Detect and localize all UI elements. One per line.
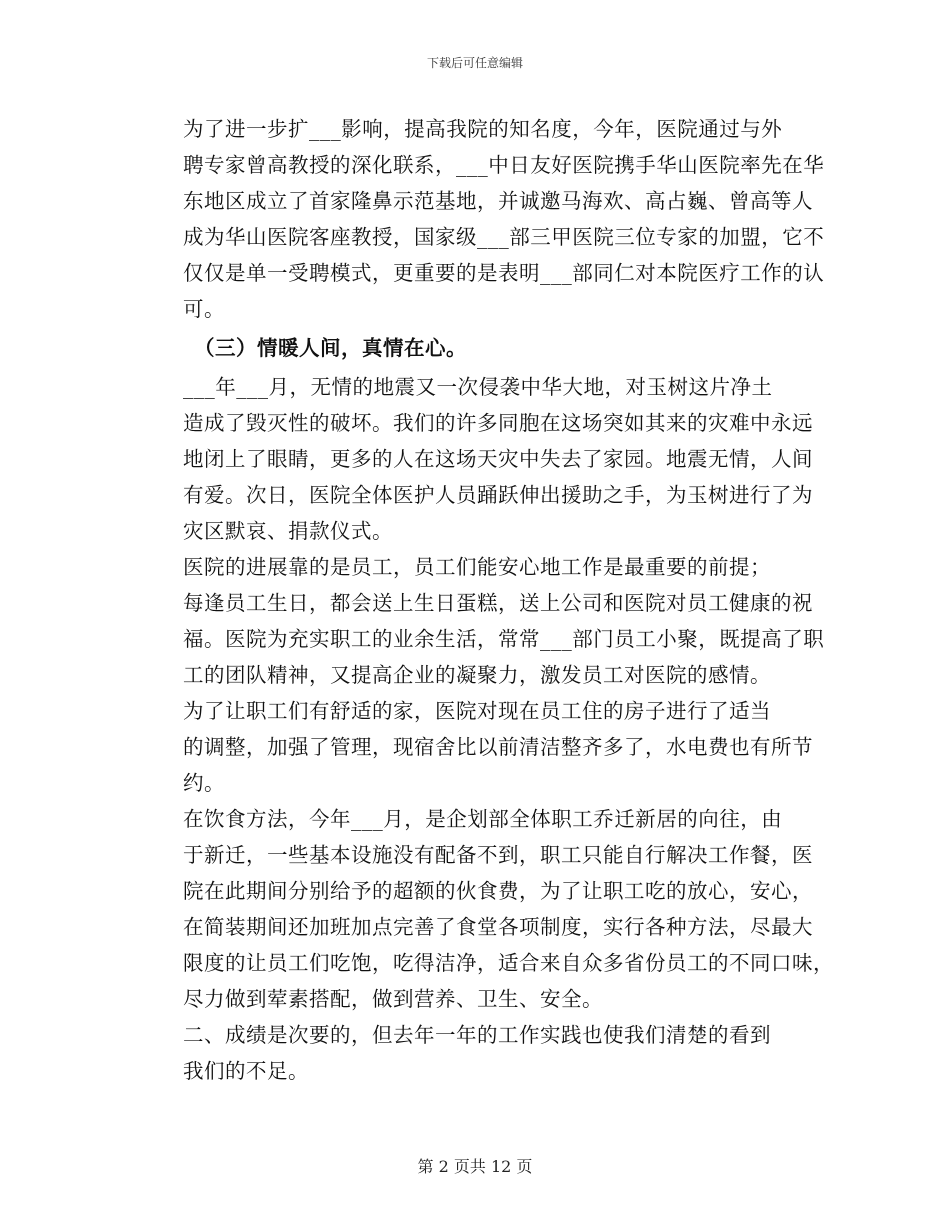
paragraph-line: 二、成绩是次要的，但去年一年的工作实践也使我们清楚的看到 <box>183 1023 771 1047</box>
paragraph-line: 在饮食方法，今年___月，是企划部全体职工乔迁新居的向往，由 <box>183 807 783 831</box>
paragraph-line: 的调整，加强了管理，现宿舍比以前清洁整齐多了，水电费也有所节 <box>183 735 813 759</box>
document-body <box>142 111 834 1089</box>
body-paragraph <box>142 549 825 693</box>
body-paragraph <box>142 801 834 1017</box>
paragraph-line: 仅仅是单一受聘模式，更重要的是表明___部同仁对本院医疗工作的认 <box>183 261 825 285</box>
paragraph-line: 有爱。次日，医院全体医护人员踊跃伸出援助之手，为玉树进行了为 <box>183 483 813 507</box>
paragraph-line: 成为华山医院客座教授，国家级___部三甲医院三位专家的加盟，它不 <box>183 225 825 249</box>
body-paragraph <box>142 111 825 327</box>
paragraph-line: 限度的让员工们吃饱，吃得洁净，适合来自众多省份员工的不同口味， <box>183 951 834 975</box>
section-heading: （三）情暖人间，真情在心。 <box>194 336 467 360</box>
paragraph-line: 东地区成立了首家隆鼻示范基地，并诚邀马海欢、高占巍、曾高等人 <box>183 189 813 213</box>
paragraph-line: 聘专家曾高教授的深化联系，___中日友好医院携手华山医院率先在华 <box>183 153 825 177</box>
paragraph-line: 在简装期间还加班加点完善了食堂各项制度，实行各种方法，尽最大 <box>183 915 813 939</box>
body-paragraph <box>142 1017 812 1089</box>
body-paragraph <box>142 693 812 801</box>
paragraph-line: 院在此期间分别给予的超额的伙食费，为了让职工吃的放心，安心， <box>183 879 813 903</box>
paragraph-line: 于新迁，一些基本设施没有配备不到，职工只能自行解决工作餐，医 <box>183 843 813 867</box>
paragraph-line: 灾区默哀、捐款仪式。 <box>183 519 393 543</box>
paragraph-line: 造成了毁灭性的破坏。我们的许多同胞在这场突如其来的灾难中永远 <box>183 411 813 435</box>
paragraph-line: 约。 <box>183 771 225 795</box>
paragraph-line: ___年___月，无情的地震又一次侵袭中华大地，对玉树这片净土 <box>183 375 773 399</box>
paragraph-line: 可。 <box>183 297 225 321</box>
body-paragraph <box>142 369 812 549</box>
paragraph-line: 福。医院为充实职工的业余生活，常常___部门员工小聚，既提高了职 <box>183 627 825 651</box>
paragraph-line: 为了进一步扩___影响，提高我院的知名度，今年，医院通过与外 <box>183 117 783 141</box>
paragraph-line: 我们的不足。 <box>183 1059 309 1083</box>
paragraph-line: 医院的进展靠的是员工，员工们能安心地工作是最重要的前提； <box>183 555 771 579</box>
paragraph-line: 每逢员工生日，都会送上生日蛋糕，送上公司和医院对员工健康的祝 <box>183 591 813 615</box>
paragraph-line: 地闭上了眼睛，更多的人在这场天灾中失去了家园。地震无情，人间 <box>183 447 813 471</box>
page-header: 下载后可任意编辑 <box>426 56 523 70</box>
paragraph-line: 工的团队精神，又提高企业的凝聚力，激发员工对医院的感情。 <box>183 663 771 687</box>
paragraph-line: 尽力做到荤素搭配，做到营养、卫生、安全。 <box>183 987 603 1011</box>
page-footer: 第 2 页共 12 页 <box>417 1157 533 1176</box>
paragraph-line: 为了让职工们有舒适的家，医院对现在员工住的房子进行了适当 <box>183 699 771 723</box>
